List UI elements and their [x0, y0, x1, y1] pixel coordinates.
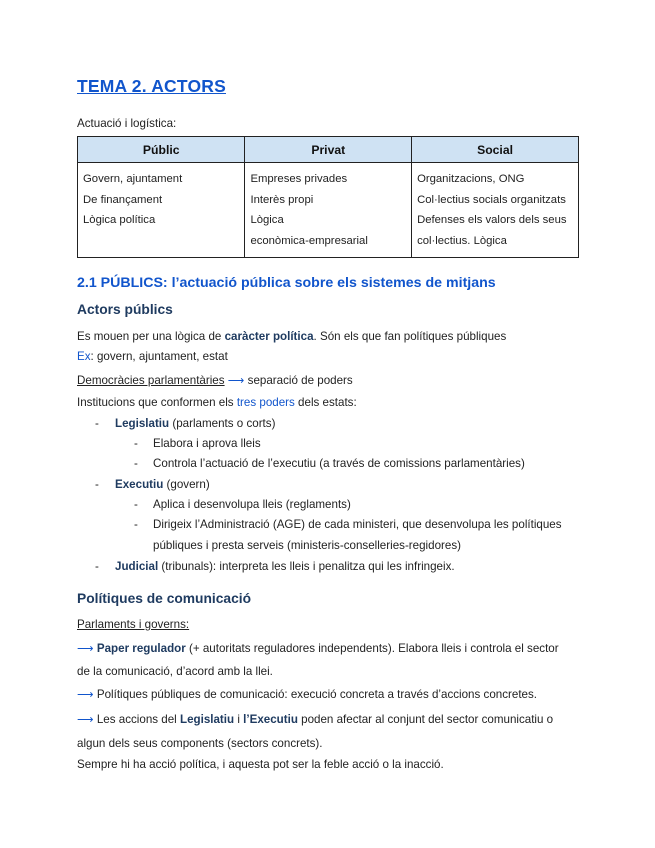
- text-span: dels estats:: [294, 396, 357, 409]
- bullet-dash: -: [95, 417, 99, 430]
- accions-line: [77, 713, 553, 727]
- cell-line: Lògica política: [83, 214, 156, 226]
- cell-line: Empreses privades: [250, 173, 348, 185]
- paper-regulador-line: [77, 642, 559, 656]
- cell-line: Interès propi: [250, 193, 314, 206]
- intro-text: Actuació i logística:: [77, 117, 177, 130]
- text-span: (govern): [163, 478, 210, 491]
- cell-line: Govern, ajuntament: [83, 173, 183, 185]
- executiu-emphasis: l’Executiu: [243, 713, 298, 726]
- legislatiu-label: Legislatiu: [115, 417, 170, 430]
- arrow-icon: ⟶: [77, 642, 94, 655]
- cell-line: Col·lectius socials organitzats: [417, 193, 566, 206]
- table-cell-public: [78, 163, 245, 258]
- cell-line: Lògica: [250, 214, 284, 226]
- text-span: Les accions del: [93, 713, 180, 726]
- table-cell-private: [245, 163, 412, 258]
- text-span: (+ autoritats reguladores independents). Elabora lleis i controla el sector: [185, 642, 559, 655]
- legislatiu-emphasis: Legislatiu: [179, 713, 235, 726]
- page-title: TEMA 2. ACTORS: [77, 76, 226, 96]
- legislatiu-subitem: Elabora i aprova lleis: [153, 437, 261, 450]
- bullet-dash: -: [134, 518, 138, 531]
- democracies-line: [77, 374, 353, 388]
- text-span: . Són els que fan polítiques públiques: [313, 330, 507, 343]
- column-header-private: Privat: [245, 137, 412, 163]
- text-span: poden afectar al conjunt del sector comunicatiu o: [297, 713, 554, 726]
- cell-line: col·lectius. Lògica: [417, 234, 507, 247]
- bullet-dash: -: [134, 437, 138, 450]
- cell-line: Defenses els valors dels seus: [417, 214, 567, 226]
- section-heading-2-1: 2.1 PÚBLICS: l’actuació pública sobre els sistemes de mitjans: [77, 275, 496, 291]
- democracies-underlined: Democràcies parlamentàries: [77, 374, 225, 387]
- politiques-publiques-line: [77, 688, 537, 702]
- column-header-social: Social: [412, 137, 579, 163]
- example-label: Ex: [77, 350, 91, 363]
- table-row: [78, 163, 579, 258]
- column-header-public: Públic: [78, 137, 245, 163]
- actors-publics-description: [77, 330, 506, 344]
- text-span: : govern, ajuntament, estat: [90, 350, 228, 363]
- executiu-label: Executiu: [115, 478, 164, 491]
- arrow-icon: ⟶: [224, 374, 248, 387]
- tres-poders-text: tres poders: [236, 396, 295, 409]
- bullet-dash: -: [134, 498, 138, 511]
- text-span: (tribunals): interpreta les lleis i penalitza qui les infringeix.: [158, 560, 455, 573]
- actors-publics-heading: Actors públics: [77, 302, 173, 317]
- bullet-dash: -: [134, 457, 138, 470]
- actors-table: [77, 136, 579, 258]
- legislatiu-item: [115, 417, 275, 431]
- bullet-dash: -: [95, 478, 99, 491]
- table-header-row: [78, 137, 579, 163]
- executiu-item: [115, 478, 210, 492]
- example-line: [77, 350, 228, 364]
- paper-regulador-label: Paper regulador: [96, 642, 186, 655]
- cell-line: De finançament: [83, 193, 163, 206]
- text-span: Es mouen per una lògica de: [77, 330, 225, 343]
- executiu-subitem-continuation: públiques i presta serveis (ministeris-conselleries-regidores): [153, 539, 461, 552]
- judicial-item: [115, 560, 455, 574]
- text-span: (parlaments o corts): [169, 417, 276, 430]
- institucions-line: [77, 396, 357, 410]
- table-cell-social: [412, 163, 579, 258]
- accions-continuation: algun dels seus components (sectors concrets).: [77, 737, 323, 750]
- cell-line: Organitzacions, ONG: [417, 173, 525, 185]
- cell-line: econòmica-empresarial: [250, 234, 368, 247]
- paper-regulador-continuation: de la comunicació, d’acord amb la llei.: [77, 665, 273, 678]
- executiu-subitem: Dirigeix l’Administració (AGE) de cada ministeri, que desenvolupa les polítiques: [153, 518, 562, 531]
- text-span: i: [234, 713, 244, 726]
- legislatiu-subitem: Controla l’actuació de l’executiu (a través de comissions parlamentàries): [153, 457, 525, 470]
- accio-politica-line: Sempre hi ha acció política, i aquesta pot ser la feble acció o la inacció.: [77, 758, 444, 771]
- text-span: Institucions que conformen els: [77, 396, 237, 409]
- text-span: Polítiques públiques de comunicació: execució concreta a través d’accions concretes.: [93, 688, 538, 701]
- bullet-dash: -: [95, 560, 99, 573]
- politiques-heading: Polítiques de comunicació: [77, 591, 252, 606]
- executiu-subitem: Aplica i desenvolupa lleis (reglaments): [153, 498, 351, 511]
- arrow-icon: ⟶: [77, 713, 94, 726]
- judicial-label: Judicial: [115, 560, 159, 573]
- text-span: separació de poders: [247, 374, 353, 387]
- parlaments-subheading: Parlaments i governs:: [77, 618, 190, 631]
- emphasis-text: caràcter política: [224, 330, 314, 343]
- arrow-icon: ⟶: [77, 688, 94, 701]
